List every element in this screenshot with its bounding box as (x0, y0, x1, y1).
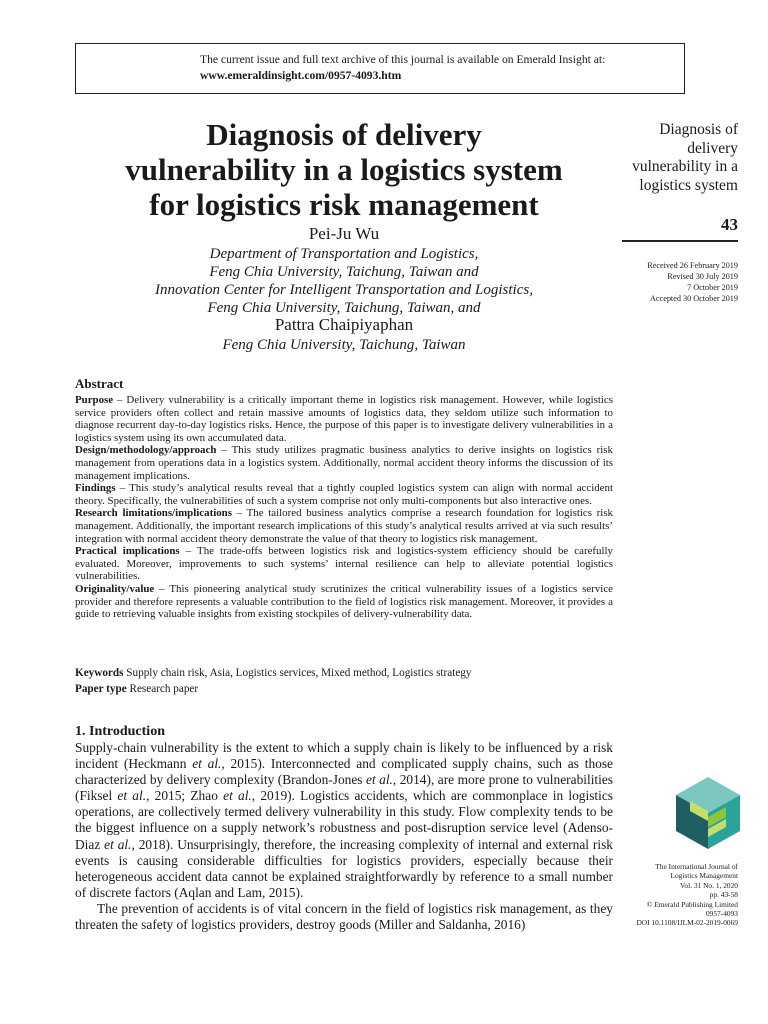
affiliation-line: Innovation Center for Intelligent Transportation and Logistics, (155, 282, 533, 298)
author-name: Pei-Ju Wu (308, 224, 380, 243)
notice-text: The current issue and full text archive of this journal is available on Emerald Insight at: (200, 53, 606, 66)
journal-info-line: Vol. 31 No. 1, 2020 (680, 880, 738, 890)
date-line: 7 October 2019 (687, 283, 738, 292)
doi-link[interactable]: DOI 10.1108/IJLM-02-2019-0069 (636, 918, 738, 928)
abstract-section (75, 444, 613, 482)
text-run: , 2019). Logistics accidents, which are commonplace in logistics operations, are collectively termed delivery vulnerability in this study. Flow complexity tends to be the biggest influence on a supply network’s robustness and post-disruption service level (Adenso-Diaz (75, 788, 613, 852)
abstract-section (75, 482, 613, 507)
abstract-section-text: – Delivery vulnerability is a critically important theme in logistics risk management. However, while logistics service providers often collect and retain massive amounts of logistics data, they seldom utilize such information to diagnose recurrent day-to-day logistics risks. Hence, the purpose of this paper is to investigate delivery vulnerabilities in a logistics system using its own accumulated data. (75, 394, 613, 444)
paper-type-line (75, 683, 198, 695)
running-title-line: logistics system (639, 176, 738, 194)
abstract-section (75, 545, 613, 583)
abstract-section-label: Design/methodology/approach (75, 444, 217, 457)
text-run: , 2018). Unsurprisingly, therefore, the increasing complexity of internal and external risk events is causing considerable difficulties for logistics providers, especially because their heterogeneous accident data cannot be explained straightforwardly by reference to a small number of discrete factors (Aqlan and Lam, 2015). (75, 836, 613, 900)
abstract-section (75, 394, 613, 444)
abstract-section-label: Practical implications (75, 545, 180, 558)
abstract-section-text: – The tailored business analytics comprise a research foundation for logistics risk management. Additionally, the important research implications of this study’s analytical results arrived at via such results’ integration with normal accident theory demonstrate the value of that theory to logistics risk management. (75, 507, 614, 545)
abstract-section-label: Purpose (75, 394, 114, 406)
abstract-section (75, 583, 613, 621)
text-run: , 2015). Interconnected and complicated supply chains, such as those characterized by delivery complexity (Brandon-Jones (75, 756, 614, 788)
text-run: et al. (366, 772, 393, 788)
keywords-text: Supply chain risk, Asia, Logistics services, Mixed method, Logistics strategy (126, 667, 472, 679)
abstract-heading: Abstract (75, 376, 124, 391)
text-run: The prevention of accidents is of vital concern in the field of logistics risk management, as they threaten the safety of logistics providers, destroy goods (Miller and Saldanha, 2016) (75, 900, 613, 933)
journal-url-link[interactable]: www.emeraldinsight.com/0957-4093.htm (200, 69, 402, 82)
author-name: Pattra Chaipiyaphan (274, 315, 414, 334)
date-line: Revised 30 July 2019 (667, 272, 738, 281)
journal-info-line: © Emerald Publishing Limited (646, 899, 738, 909)
date-line: Received 26 February 2019 (647, 261, 738, 270)
title-line: Diagnosis of delivery (206, 117, 482, 152)
introduction-paragraph (75, 740, 613, 901)
running-title-line: delivery (687, 139, 738, 157)
journal-availability-notice (75, 43, 685, 94)
keywords-label: Keywords (75, 667, 124, 679)
running-title-line: Diagnosis of (659, 121, 738, 138)
abstract-section-label: Research limitations/implications (75, 507, 232, 520)
author-affiliation: Feng Chia University, Taichung, Taiwan (222, 337, 466, 353)
journal-citation-info (578, 862, 738, 928)
sidebar-divider (622, 240, 738, 242)
journal-info-line: 0957-4093 (705, 909, 738, 919)
submission-dates (588, 260, 738, 304)
text-run: Supply-chain vulnerability is the extent to which a supply chain is likely to be influenced by a risk incident (Heckmann (75, 740, 613, 772)
abstract-section-text: – This study’s analytical results reveal that a tightly coupled logistics system can align with normal accident theory. Specifically, the vulnerabilities of such a system comprise not only multi-components but also interactive ones. (75, 482, 613, 507)
abstract-section-text: – This pioneering analytical study scrutinizes the critical vulnerability issues of a logistics service provider and therefore represents a valuable contribution to the field of logistics risk management. Moreover, it provides a guide to retrieving valuable insights from existing stockpiles of delivery-vulnerability data. (75, 582, 613, 621)
emerald-logo-icon (676, 777, 740, 849)
introduction-heading: 1. Introduction (75, 724, 165, 739)
paper-title (75, 117, 613, 222)
text-run: et al. (104, 836, 132, 852)
affiliation-line: Feng Chia University, Taichung, Taiwan and (209, 264, 479, 280)
text-run: , 2015; Zhao (146, 788, 224, 804)
title-line: vulnerability in a logistics system (125, 152, 563, 187)
journal-info-line: The International Journal of (655, 862, 738, 871)
text-run: et al. (223, 788, 252, 804)
abstract-section-text: – The trade-offs between logistics risk and logistics-system efficiency should be carefully evaluated. Moreover, improvements to such systems’ internal resilience can help to alleviate potential logistics vulnerabilities. (75, 545, 613, 583)
introduction-body (75, 740, 613, 933)
running-title-line: vulnerability in a (632, 158, 738, 175)
journal-info-line: pp. 43-58 (709, 890, 738, 900)
keywords-line (75, 667, 472, 679)
paper-type-text: Research paper (129, 683, 199, 695)
abstract-section-label: Findings (75, 482, 116, 495)
author-affiliation (75, 245, 613, 317)
abstract-body (75, 394, 613, 621)
page-number: 43 (721, 215, 738, 234)
text-run: et al. (117, 788, 147, 804)
title-line: for logistics risk management (149, 187, 539, 222)
journal-info-line: Logistics Management (670, 871, 738, 881)
abstract-section-text: – This study utilizes pragmatic business analytics to derive insights on logistics risk management from operations data in a logistics system. Additionally, normal accident theory informs the discussion of its management implications. (75, 444, 613, 482)
abstract-section-label: Originality/value (75, 582, 155, 595)
date-line: Accepted 30 October 2019 (650, 294, 738, 303)
affiliation-line: Feng Chia University, Taichung, Taiwan, and (207, 300, 481, 316)
text-run: , 2014), are more prone to vulnerabilities (Fiksel (75, 772, 614, 804)
paper-type-label: Paper type (75, 683, 127, 695)
running-title (588, 121, 738, 195)
abstract-section (75, 507, 613, 545)
affiliation-line: Department of Transportation and Logistics, (209, 246, 479, 262)
text-run: et al. (192, 756, 222, 772)
introduction-paragraph (75, 901, 613, 933)
